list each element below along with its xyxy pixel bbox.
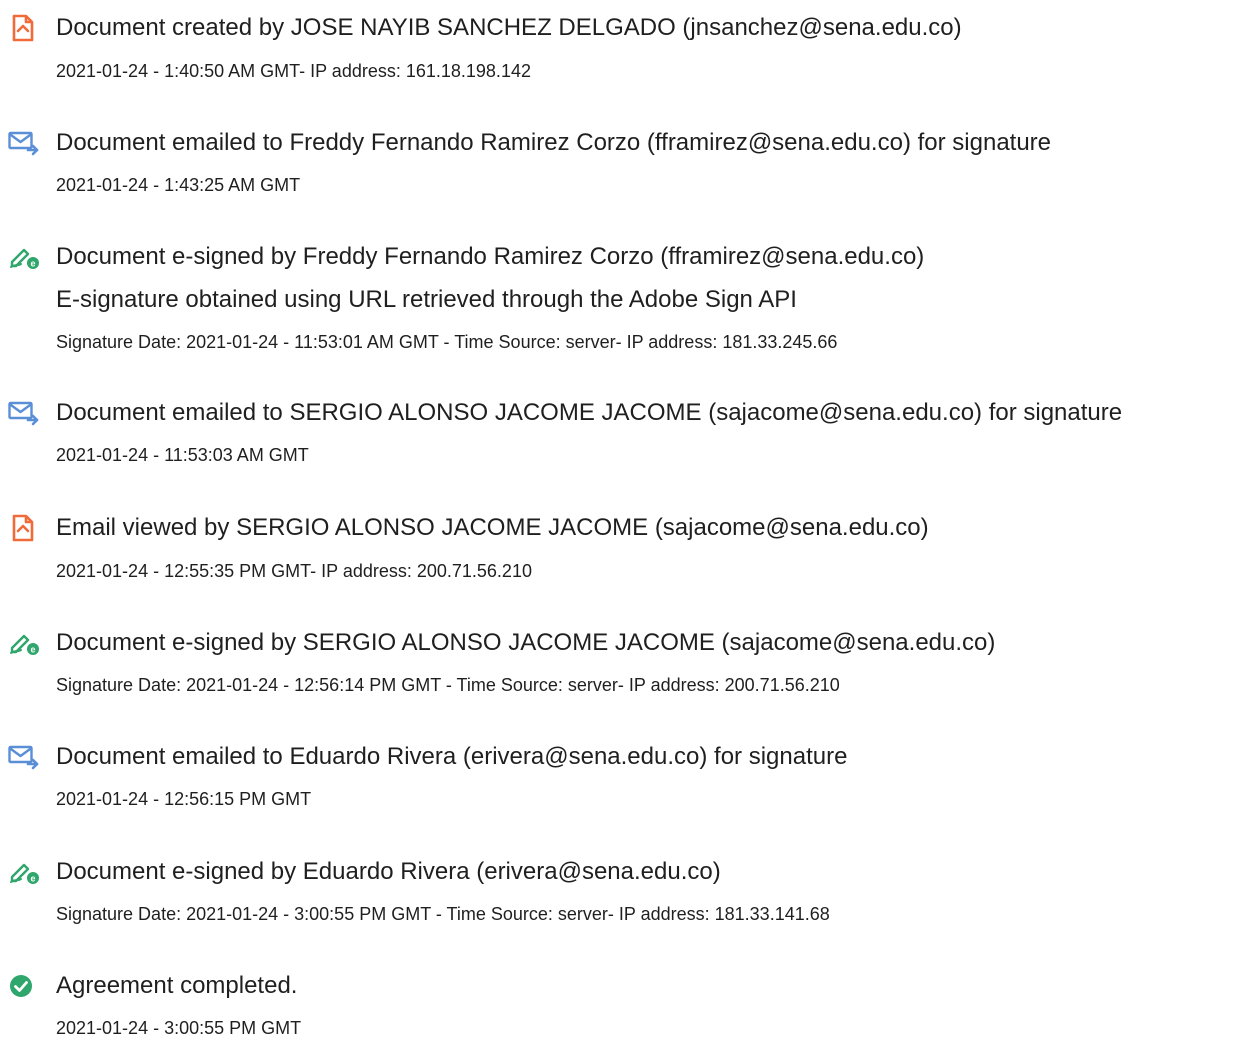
svg-text:e: e: [30, 258, 36, 269]
email-sent-icon: [8, 128, 38, 158]
event-detail: E-signature obtained using URL retrieved through the Adobe Sign API: [56, 286, 797, 313]
event-timestamp: 2021-01-24 - 1:40:50 AM GMT- IP address: 161.18.198.142: [56, 61, 531, 81]
check-circle-icon: [8, 971, 38, 1001]
event-description: Document emailed to SERGIO ALONSO JACOME JACOME (sajacome@sena.edu.co) for signature: [56, 399, 1123, 426]
svg-text:e: e: [30, 873, 36, 884]
e-sign-icon: [8, 242, 38, 272]
event-description: Document emailed to Freddy Fernando Ramirez Corzo (fframirez@sena.edu.co) for signature: [56, 129, 1052, 156]
event-timestamp: 2021-01-24 - 1:43:25 AM GMT: [56, 175, 301, 195]
email-sent-icon: [8, 398, 38, 428]
email-sent-icon: [8, 742, 38, 772]
event-description: Document e-signed by Freddy Fernando Ramirez Corzo (fframirez@sena.edu.co): [56, 243, 925, 270]
document-created-icon: [8, 13, 38, 43]
event-timestamp: 2021-01-24 - 3:00:55 PM GMT: [56, 1018, 302, 1038]
document-viewed-icon: [8, 513, 38, 543]
event-timestamp: Signature Date: 2021-01-24 - 3:00:55 PM GMT - Time Source: server- IP address: 181.33.141.68: [56, 904, 830, 924]
event-description: Document e-signed by SERGIO ALONSO JACOME JACOME (sajacome@sena.edu.co): [56, 629, 996, 656]
event-timestamp: 2021-01-24 - 11:53:03 AM GMT: [56, 445, 309, 465]
event-description: Document e-signed by Eduardo Rivera (erivera@sena.edu.co): [56, 858, 721, 885]
e-sign-icon: [8, 857, 38, 887]
event-timestamp: Signature Date: 2021-01-24 - 12:56:14 PM GMT - Time Source: server- IP address: 200.71.56.210: [56, 675, 840, 695]
e-sign-icon: [8, 628, 38, 658]
event-timestamp: 2021-01-24 - 12:56:15 PM GMT: [56, 789, 312, 809]
event-timestamp: Signature Date: 2021-01-24 - 11:53:01 AM GMT - Time Source: server- IP address: 181.33.245.66: [56, 332, 838, 352]
event-description: Document created by JOSE NAYIB SANCHEZ DELGADO (jnsanchez@sena.edu.co): [56, 14, 962, 41]
event-description: Document emailed to Eduardo Rivera (erivera@sena.edu.co) for signature: [56, 743, 848, 770]
svg-text:e: e: [30, 644, 36, 655]
event-timestamp: 2021-01-24 - 12:55:35 PM GMT- IP address: 200.71.56.210: [56, 561, 532, 581]
event-description: Email viewed by SERGIO ALONSO JACOME JACOME (sajacome@sena.edu.co): [56, 514, 929, 541]
event-description: Agreement completed.: [56, 972, 298, 999]
